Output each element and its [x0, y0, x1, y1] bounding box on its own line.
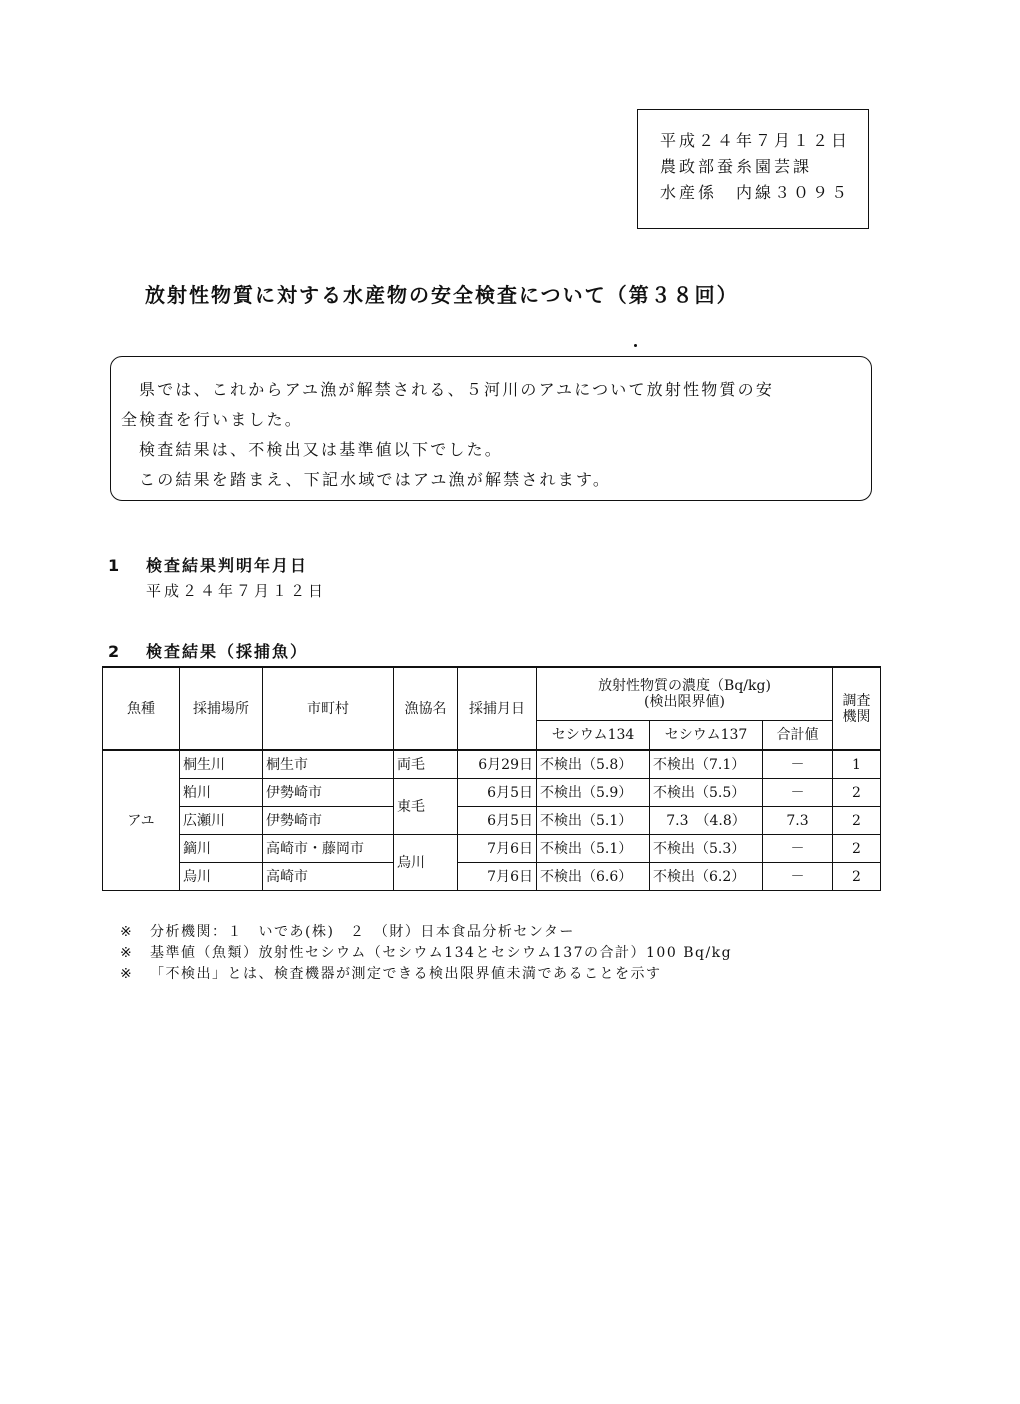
- cell-city: 高崎市・藤岡市: [263, 835, 394, 863]
- cell-location: 粕川: [180, 779, 263, 807]
- cell-date: 7月6日: [458, 835, 537, 863]
- section-1-title: 検査結果判明年月日: [146, 556, 309, 575]
- cell-location: 鏑川: [180, 835, 263, 863]
- stray-dot: [634, 344, 637, 347]
- cell-agency: 2: [833, 807, 881, 835]
- header-concentration-line-1: 放射性物質の濃度（Bq/kg): [598, 678, 771, 694]
- cell-agency: 2: [833, 863, 881, 891]
- cell-date: 6月29日: [458, 750, 537, 779]
- cell-cs134: 不検出（5.8）: [537, 750, 650, 779]
- header-location: 採捕場所: [180, 667, 263, 750]
- header-agency-line-1: 調査: [842, 692, 871, 709]
- cell-coop: 烏川: [394, 835, 458, 891]
- table-header-row-1: [103, 667, 881, 721]
- header-agency-line-2: 機関: [842, 708, 871, 725]
- cell-date: 6月5日: [458, 779, 537, 807]
- note-2: [120, 943, 732, 964]
- results-table: [102, 666, 881, 891]
- cell-cs134: 不検出（6.6）: [537, 863, 650, 891]
- note-3-text: 「不検出」とは、検査機器が測定できる検出限界値未満であることを示す: [150, 966, 662, 982]
- cell-agency: 1: [833, 750, 881, 779]
- notes: [120, 922, 732, 985]
- summary-line-2: 全検査を行いました。: [121, 410, 304, 429]
- summary-line-1: 県では、これからアユ漁が解禁される、５河川のアユについて放射性物質の安: [139, 380, 775, 399]
- cell-cs134: 不検出（5.1）: [537, 835, 650, 863]
- note-1-text: 分析機関：１ いであ(株) ２ （財）日本食品分析センター: [150, 924, 575, 940]
- cell-cs134: 不検出（5.1）: [537, 807, 650, 835]
- note-3-mark: ※: [120, 966, 134, 982]
- cell-cs137: 不検出（7.1）: [650, 750, 763, 779]
- stamp-date: 平成２４年７月１２日: [660, 131, 851, 150]
- table-row: [103, 863, 881, 891]
- cell-cs134: 不検出（5.9）: [537, 779, 650, 807]
- section-2-heading: [108, 639, 308, 662]
- document-title: 放射性物質に対する水産物の安全検査について（第３８回）: [145, 283, 739, 307]
- table-row: [103, 750, 881, 779]
- table-row: [103, 835, 881, 863]
- cell-cs137: 不検出（6.2）: [650, 863, 763, 891]
- cell-location: 烏川: [180, 863, 263, 891]
- stamp-contact: 水産係 内線３０９５: [660, 183, 851, 202]
- stamp-department: 農政部蚕糸園芸課: [660, 157, 813, 176]
- cell-date: 7月6日: [458, 863, 537, 891]
- section-1-number: 1: [108, 556, 122, 575]
- note-1-mark: ※: [120, 924, 134, 940]
- table-row: [103, 779, 881, 807]
- note-3: [120, 964, 732, 985]
- cell-total: －: [763, 779, 833, 807]
- cell-city: 伊勢崎市: [263, 779, 394, 807]
- cell-cs137: 不検出（5.3）: [650, 835, 763, 863]
- header-total: 合計値: [763, 721, 833, 751]
- cell-coop: 東毛: [394, 779, 458, 835]
- header-cs134: セシウム134: [537, 721, 650, 751]
- cell-fish: アユ: [103, 750, 180, 891]
- summary-box: [110, 356, 872, 501]
- cell-location: 広瀬川: [180, 807, 263, 835]
- section-1-heading: [108, 553, 308, 576]
- note-1: [120, 922, 732, 943]
- cell-agency: 2: [833, 779, 881, 807]
- note-2-text: 基準値（魚類）放射性セシウム（セシウム134とセシウム137の合計）100 Bq/kg: [150, 945, 733, 961]
- header-fish: 魚種: [103, 667, 180, 750]
- cell-agency: 2: [833, 835, 881, 863]
- cell-city: 伊勢崎市: [263, 807, 394, 835]
- section-2-number: 2: [108, 642, 122, 661]
- header-agency: [833, 667, 881, 750]
- section-2-title: 検査結果（採捕魚）: [146, 642, 309, 661]
- cell-total: －: [763, 750, 833, 779]
- cell-location: 桐生川: [180, 750, 263, 779]
- table-row: [103, 807, 881, 835]
- cell-date: 6月5日: [458, 807, 537, 835]
- cell-total: －: [763, 863, 833, 891]
- cell-cs137: 7.3 （4.8）: [650, 807, 763, 835]
- header-cs137: セシウム137: [650, 721, 763, 751]
- summary-line-4: この結果を踏まえ、下記水域ではアユ漁が解禁されます。: [139, 470, 612, 489]
- contact-stamp-box: [637, 109, 869, 229]
- cell-total: －: [763, 835, 833, 863]
- note-2-mark: ※: [120, 945, 134, 961]
- cell-coop: 両毛: [394, 750, 458, 779]
- header-coop: 漁協名: [394, 667, 458, 750]
- summary-line-3: 検査結果は、不検出又は基準値以下でした。: [139, 440, 504, 459]
- cell-city: 桐生市: [263, 750, 394, 779]
- section-1-date: 平成２４年７月１２日: [146, 582, 327, 600]
- cell-cs137: 不検出（5.5）: [650, 779, 763, 807]
- header-concentration: [537, 667, 833, 721]
- cell-city: 高崎市: [263, 863, 394, 891]
- header-city: 市町村: [263, 667, 394, 750]
- header-date: 採捕月日: [458, 667, 537, 750]
- header-concentration-line-2: (検出限界値): [644, 694, 725, 710]
- cell-total: 7.3: [763, 807, 833, 835]
